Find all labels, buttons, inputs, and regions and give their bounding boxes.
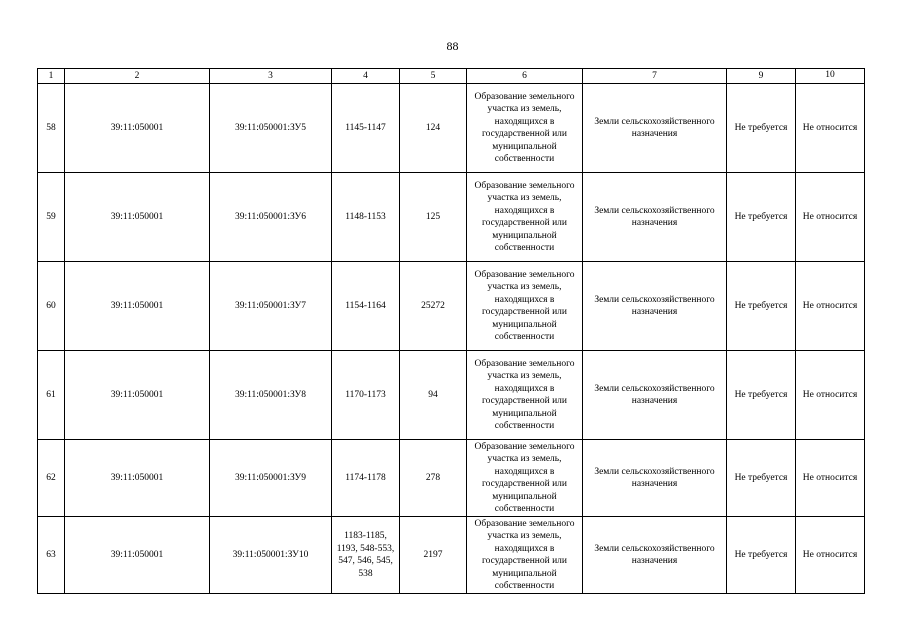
boundary-points: 1145-1147 xyxy=(332,84,400,173)
plot-area: 124 xyxy=(400,84,467,173)
boundary-points: 1154-1164 xyxy=(332,262,400,351)
column-header: 3 xyxy=(210,69,332,84)
col9-cell: Не требуется xyxy=(727,351,796,440)
cadastral-quarter: 39:11:050001 xyxy=(65,440,210,517)
table-row xyxy=(38,440,865,517)
land-plots-table xyxy=(37,68,865,594)
plot-designation: 39:11:050001:ЗУ8 xyxy=(210,351,332,440)
formation-method: Образование земельного участка из земель, находящихся в государственной или муниципальной собственности xyxy=(467,351,583,440)
table-row xyxy=(38,517,865,594)
col10-cell: Не относится xyxy=(796,351,865,440)
boundary-points: 1183-1185, 1193, 548-553, 547, 546, 545, 538 xyxy=(332,517,400,594)
column-header: 4 xyxy=(332,69,400,84)
plot-area: 125 xyxy=(400,173,467,262)
table-row xyxy=(38,351,865,440)
table-row xyxy=(38,173,865,262)
col9-cell: Не требуется xyxy=(727,517,796,594)
boundary-points: 1174-1178 xyxy=(332,440,400,517)
row-number: 59 xyxy=(38,173,65,262)
plot-designation: 39:11:050001:ЗУ5 xyxy=(210,84,332,173)
formation-method: Образование земельного участка из земель, находящихся в государственной или муниципальной собственности xyxy=(467,84,583,173)
col9-cell: Не требуется xyxy=(727,173,796,262)
col10-cell: Не относится xyxy=(796,262,865,351)
column-header: 2 xyxy=(65,69,210,84)
row-number: 61 xyxy=(38,351,65,440)
column-header: 5 xyxy=(400,69,467,84)
cadastral-quarter: 39:11:050001 xyxy=(65,173,210,262)
land-category: Земли сельскохозяйственного назначения xyxy=(583,173,727,262)
column-header: 1 xyxy=(38,69,65,84)
formation-method: Образование земельного участка из земель, находящихся в государственной или муниципальной собственности xyxy=(467,440,583,517)
plot-area: 2197 xyxy=(400,517,467,594)
cadastral-quarter: 39:11:050001 xyxy=(65,351,210,440)
col10-cell: Не относится xyxy=(796,84,865,173)
plot-designation: 39:11:050001:ЗУ7 xyxy=(210,262,332,351)
land-category: Земли сельскохозяйственного назначения xyxy=(583,440,727,517)
formation-method: Образование земельного участка из земель, находящихся в государственной или муниципальной собственности xyxy=(467,262,583,351)
plot-area: 25272 xyxy=(400,262,467,351)
row-number: 60 xyxy=(38,262,65,351)
row-number: 62 xyxy=(38,440,65,517)
column-header: 9 xyxy=(727,69,796,84)
land-category: Земли сельскохозяйственного назначения xyxy=(583,84,727,173)
land-category: Земли сельскохозяйственного назначения xyxy=(583,517,727,594)
formation-method: Образование земельного участка из земель, находящихся в государственной или муниципальной собственности xyxy=(467,517,583,594)
cadastral-quarter: 39:11:050001 xyxy=(65,517,210,594)
col9-cell: Не требуется xyxy=(727,262,796,351)
table-row xyxy=(38,84,865,173)
boundary-points: 1148-1153 xyxy=(332,173,400,262)
boundary-points: 1170-1173 xyxy=(332,351,400,440)
table-row xyxy=(38,262,865,351)
cadastral-quarter: 39:11:050001 xyxy=(65,262,210,351)
plot-designation: 39:11:050001:ЗУ9 xyxy=(210,440,332,517)
land-category: Земли сельскохозяйственного назначения xyxy=(583,351,727,440)
col10-cell: Не относится xyxy=(796,440,865,517)
plot-area: 278 xyxy=(400,440,467,517)
land-category: Земли сельскохозяйственного назначения xyxy=(583,262,727,351)
plot-area: 94 xyxy=(400,351,467,440)
plot-designation: 39:11:050001:ЗУ10 xyxy=(210,517,332,594)
column-header: 10 xyxy=(796,69,865,84)
plot-designation: 39:11:050001:ЗУ6 xyxy=(210,173,332,262)
row-number: 58 xyxy=(38,84,65,173)
column-header: 7 xyxy=(583,69,727,84)
header-row xyxy=(38,69,865,84)
page-number: 88 xyxy=(446,39,459,53)
col10-cell: Не относится xyxy=(796,173,865,262)
row-number: 63 xyxy=(38,517,65,594)
column-header: 6 xyxy=(467,69,583,84)
col10-cell: Не относится xyxy=(796,517,865,594)
cadastral-quarter: 39:11:050001 xyxy=(65,84,210,173)
col9-cell: Не требуется xyxy=(727,84,796,173)
col9-cell: Не требуется xyxy=(727,440,796,517)
formation-method: Образование земельного участка из земель, находящихся в государственной или муниципальной собственности xyxy=(467,173,583,262)
